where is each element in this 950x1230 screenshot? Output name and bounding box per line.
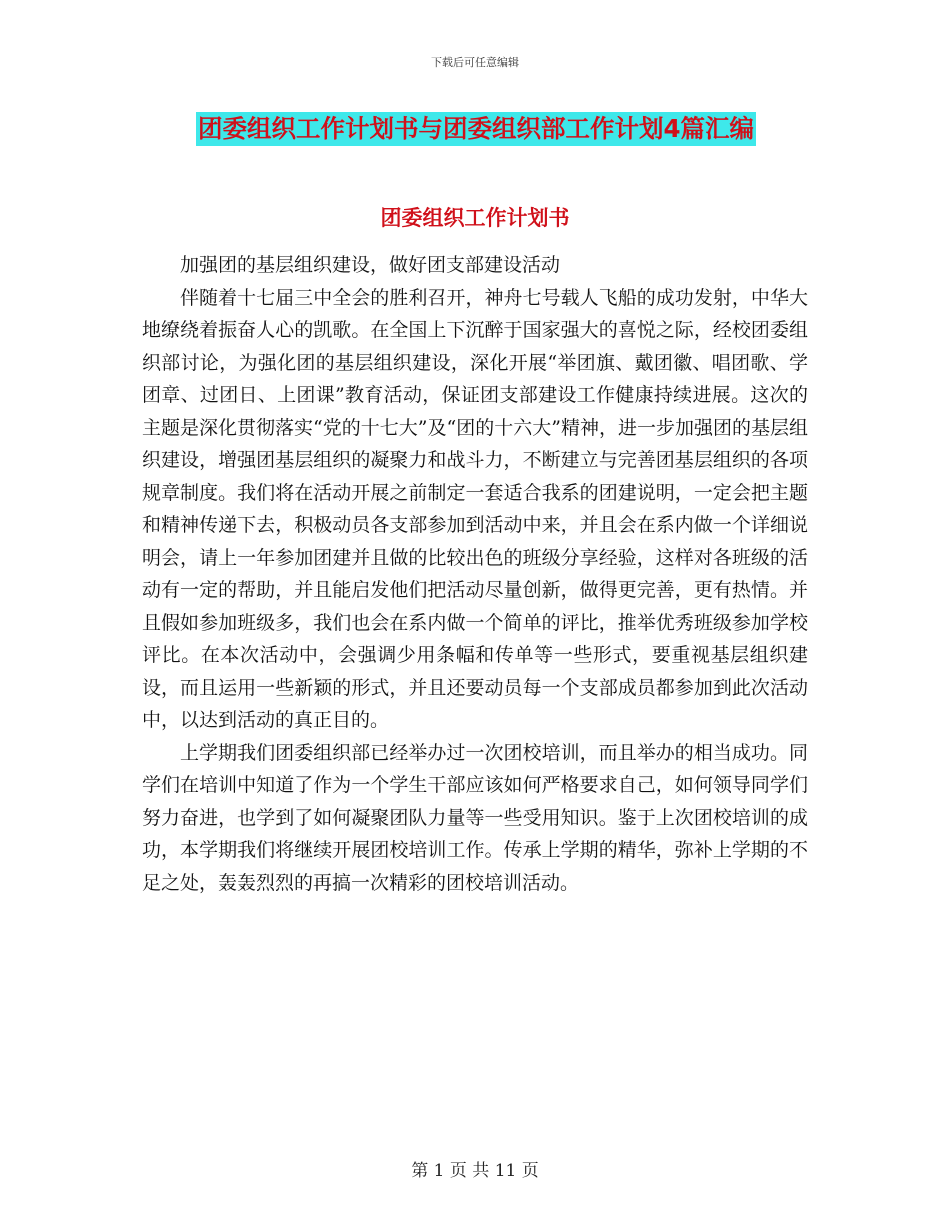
paragraph: 伴随着十七届三中全会的胜利召开，神舟七号载人飞船的成功发射，中华大地缭绕着振奋人心的凯歌。在全国上下沉醉于国家强大的喜悦之际，经校团委组织部讨论，为强化团的基层组织建设，深化开展“举团旗、戴团徽、唱团歌、学团章、过团日、上团课”教育活动，保证团支部建设工作健康持续进展。这次的主题是深化贯彻落实“党的十七大”及“团的十六大”精神，进一步加强团的基层组织建设，增强团基层组织的凝聚力和战斗力，不断建立与完善团基层组织的各项规章制度。我们将在活动开展之前制定一套适合我系的团建说明，一定会把主题和精神传递下去，积极动员各支部参加到活动中来，并且会在系内做一个详细说明会，请上一年参加团建并且做的比较出色的班级分享经验，这样对各班级的活动有一定的帮助，并且能启发他们把活动尽量创新，做得更完善，更有热情。并且假如参加班级多，我们也会在系内做一个简单的评比，推举优秀班级参加学校评比。在本次活动中，会强调少用条幅和传单等一些形式，要重视基层组织建设，而且运用一些新颖的形式，并且还要动员每一个支部成员都参加到此次活动中，以达到活动的真正目的。 — [142, 286, 808, 731]
body-text — [142, 249, 808, 899]
page-number-footer: 第 1 页 共 11 页 — [411, 1161, 539, 1181]
paragraph-subheading: 加强团的基层组织建设，做好团支部建设活动 — [180, 254, 561, 276]
document-title: 团委组织工作计划书与团委组织部工作计划4篇汇编 — [196, 112, 756, 146]
section-title: 团委组织工作计划书 — [380, 206, 570, 230]
header-note: 下载后可任意编辑 — [431, 56, 519, 69]
paragraph: 上学期我们团委组织部已经举办过一次团校培训，而且举办的相当成功。同学们在培训中知道了作为一个学生干部应该如何严格要求自己，如何领导同学们努力奋进，也学到了如何凝聚团队力量等一些受用知识。鉴于上次团校培训的成功，本学期我们将继续开展团校培训工作。传承上学期的精华，弥补上学期的不足之处，轰轰烈烈的再搞一次精彩的团校培训活动。 — [142, 741, 808, 894]
